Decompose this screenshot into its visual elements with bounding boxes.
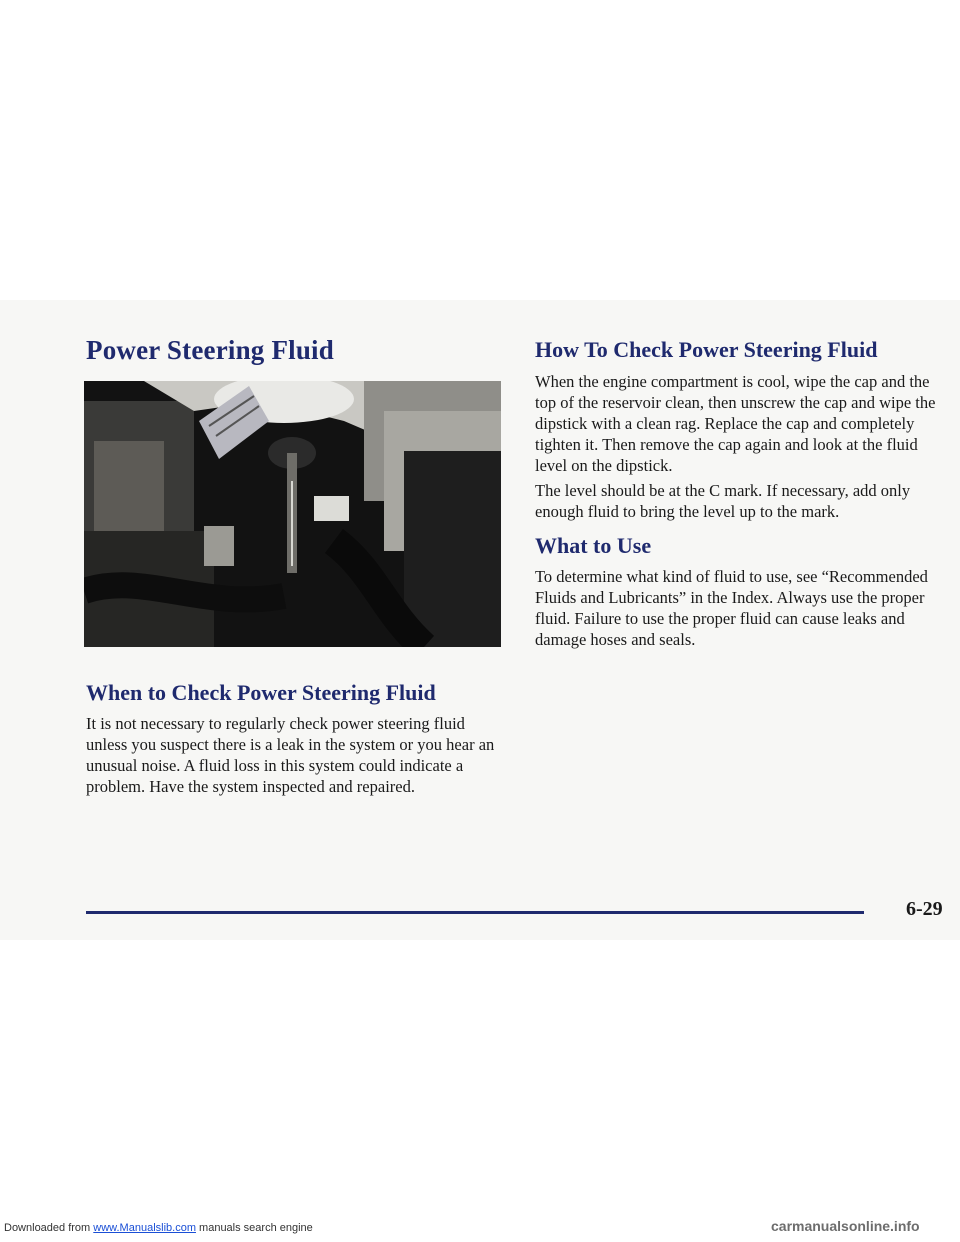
engine-photo-icon — [84, 381, 501, 647]
page-number: 6-29 — [906, 898, 943, 920]
manualslib-link[interactable]: www.Manualslib.com — [93, 1222, 196, 1234]
paragraph-how-to-check-1: When the engine compartment is cool, wipe the cap and the top of the reservoir clean, then unscrew the cap and wipe the dipstick with a clean rag. Replace the cap and completely tighten it. Then remove the cap again and look at the fluid level on the dipstick. — [535, 372, 936, 475]
paragraph-how-to-check-2: The level should be at the C mark. If necessary, add only enough fluid to bring the level up to the mark. — [535, 481, 911, 521]
page-title: Power Steering Fluid — [86, 335, 334, 365]
paragraph-when-to-check: It is not necessary to regularly check power steering fluid unless you suspect there is a leak in the system or you hear an unusual noise. A fluid loss in this system could indicate a problem. Have the system inspected and repaired. — [86, 714, 495, 796]
heading-when-to-check: When to Check Power Steering Fluid — [86, 680, 436, 705]
heading-how-to-check: How To Check Power Steering Fluid — [535, 337, 878, 362]
paragraph-what-to-use: To determine what kind of fluid to use, see “Recommended Fluids and Lubricants” in the Index. Always use the proper fluid. Failure to use the proper fluid can cause leaks and damage hoses and seals. — [535, 567, 928, 649]
heading-what-to-use: What to Use — [535, 533, 652, 558]
footer-rule — [86, 911, 864, 914]
watermark: carmanualsonline.info — [771, 1218, 920, 1234]
footer-suffix: manuals search engine — [195, 1222, 313, 1234]
footer-prefix: Downloaded from — [4, 1222, 94, 1234]
download-footer — [4, 1222, 313, 1234]
